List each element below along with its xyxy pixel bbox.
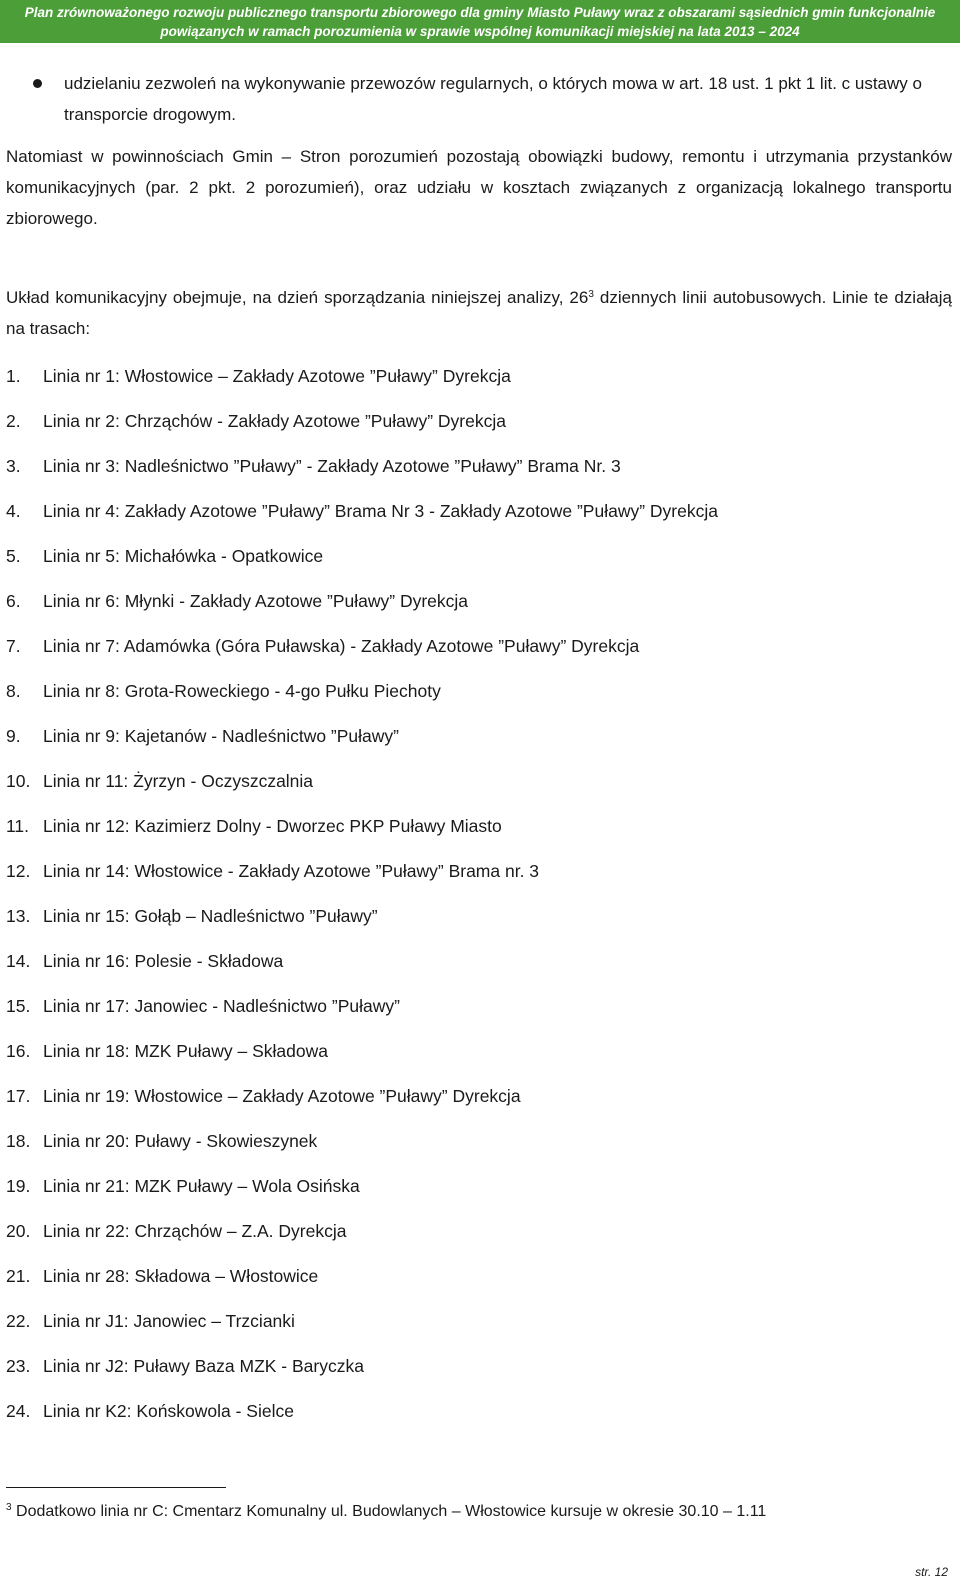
route-number: 11. (6, 816, 30, 836)
page-number: str. 12 (915, 1565, 948, 1579)
route-text: Linia nr 18: MZK Puławy – Składowa (43, 1041, 328, 1061)
route-text: Linia nr 12: Kazimierz Dolny - Dworzec PKP Puławy Miasto (43, 816, 502, 836)
route-text: Linia nr 9: Kajetanów - Nadleśnictwo ”Puławy” (43, 726, 399, 746)
route-number: 5. (6, 546, 21, 566)
list-item (6, 586, 952, 631)
route-list (6, 361, 952, 1441)
route-text: Linia nr 15: Gołąb – Nadleśnictwo ”Puławy” (43, 906, 378, 926)
list-item (6, 1351, 952, 1396)
footnote-divider (6, 1487, 226, 1488)
route-number: 3. (6, 456, 21, 476)
route-number: 15. (6, 996, 31, 1016)
list-item (6, 856, 952, 901)
route-number: 20. (6, 1221, 31, 1241)
document-body (6, 68, 952, 1441)
header-line-1: Plan zrównoważonego rozwoju publicznego transportu zbiorowego dla gminy Miasto Puławy wraz z obszarami sąsiednich gmin funkcjonalnie (24, 5, 936, 20)
route-number: 8. (6, 681, 21, 701)
list-item (6, 406, 952, 451)
route-number: 1. (6, 366, 21, 386)
route-text: Linia nr J2: Puławy Baza MZK - Baryczka (43, 1356, 364, 1376)
route-number: 9. (6, 726, 21, 746)
route-number: 10. (6, 771, 31, 791)
list-item (6, 676, 952, 721)
paragraph-routes-intro (6, 282, 952, 344)
route-text: Linia nr K2: Końskowola - Sielce (43, 1401, 294, 1421)
list-item (6, 361, 952, 406)
route-text: Linia nr 5: Michałówka - Opatkowice (43, 546, 324, 566)
header-line-2: powiązanych w ramach porozumienia w sprawie wspólnej komunikacji miejskiej na lata 2013 – 2024 (160, 24, 800, 39)
route-number: 6. (6, 591, 21, 611)
route-number: 7. (6, 636, 21, 656)
list-item (6, 1036, 952, 1081)
list-item (6, 901, 952, 946)
intro-text-end: dziennych linii autobusowych. Linie te działają na trasach: (6, 288, 952, 338)
list-item (6, 811, 952, 856)
route-number: 2. (6, 411, 21, 431)
list-item (6, 451, 952, 496)
route-text: Linia nr 14: Włostowice - Zakłady Azotowe ”Puławy” Brama nr. 3 (43, 861, 540, 881)
list-item (6, 946, 952, 991)
route-text: Linia nr 22: Chrząchów – Z.A. Dyrekcja (43, 1221, 347, 1241)
footnote-marker: 3 (6, 1502, 12, 1513)
route-text: Linia nr J1: Janowiec – Trzcianki (43, 1311, 295, 1331)
route-number: 12. (6, 861, 31, 881)
route-text: Linia nr 6: Młynki - Zakłady Azotowe ”Puławy” Dyrekcja (43, 591, 469, 611)
route-text: Linia nr 4: Zakłady Azotowe ”Puławy” Brama Nr 3 - Zakłady Azotowe ”Puławy” Dyrekcja (43, 501, 718, 521)
list-item (6, 766, 952, 811)
list-item (6, 1216, 952, 1261)
list-item (6, 496, 952, 541)
list-item (6, 1081, 952, 1126)
route-text: Linia nr 2: Chrząchów - Zakłady Azotowe ”Puławy” Dyrekcja (43, 411, 506, 431)
footnote-text: Dodatkowo linia nr C: Cmentarz Komunalny ul. Budowlanych – Włostowice kursuje w okresie 30.10 – 1.11 (11, 1503, 767, 1520)
route-text: Linia nr 16: Polesie - Składowa (43, 951, 284, 971)
route-text: Linia nr 28: Składowa – Włostowice (43, 1266, 319, 1286)
list-item (6, 991, 952, 1036)
route-number: 4. (6, 501, 21, 521)
footnote-ref: 3 (588, 289, 594, 300)
page-header (0, 0, 960, 43)
bullet-text: udzielaniu zezwoleń na wykonywanie przewozów regularnych, o których mowa w art. 18 ust. 1 pkt 1 lit. c ustawy o transporcie drogowym. (64, 74, 922, 124)
route-text: Linia nr 17: Janowiec - Nadleśnictwo ”Puławy” (43, 996, 400, 1016)
route-number: 17. (6, 1086, 31, 1106)
list-item (6, 1171, 952, 1216)
list-item (6, 721, 952, 766)
route-number: 19. (6, 1176, 31, 1196)
route-number: 22. (6, 1311, 31, 1331)
route-text: Linia nr 11: Żyrzyn - Oczyszczalnia (43, 771, 314, 791)
route-text: Linia nr 20: Puławy - Skowieszynek (43, 1131, 318, 1151)
route-number: 13. (6, 906, 31, 926)
list-item (6, 1306, 952, 1351)
paragraph-obligations: Natomiast w powinnościach Gmin – Stron porozumień pozostają obowiązki budowy, remontu i utrzymania przystanków komunikacyjnych (par. 2 pkt. 2 porozumień), oraz udziału w kosztach związanych z organizacją lokalnego transportu zbiorowego. (6, 147, 952, 228)
bullet-item (6, 68, 952, 130)
route-number: 21. (6, 1266, 31, 1286)
route-number: 16. (6, 1041, 31, 1061)
route-text: Linia nr 21: MZK Puławy – Wola Osińska (43, 1176, 360, 1196)
route-number: 14. (6, 951, 31, 971)
footnote (6, 1500, 766, 1524)
route-text: Linia nr 8: Grota-Roweckiego - 4-go Pułku Piechoty (43, 681, 441, 701)
route-text: Linia nr 3: Nadleśnictwo ”Puławy” - Zakłady Azotowe ”Puławy” Brama Nr. 3 (43, 456, 621, 476)
list-item (6, 541, 952, 586)
route-number: 23. (6, 1356, 31, 1376)
route-text: Linia nr 7: Adamówka (Góra Puławska) - Zakłady Azotowe ”Puławy” Dyrekcja (43, 636, 640, 656)
route-number: 18. (6, 1131, 31, 1151)
list-item (6, 1396, 952, 1441)
intro-text: Układ komunikacyjny obejmuje, na dzień sporządzania niniejszej analizy, 26 (6, 288, 589, 307)
route-text: Linia nr 19: Włostowice – Zakłady Azotowe ”Puławy” Dyrekcja (43, 1086, 521, 1106)
list-item (6, 1126, 952, 1171)
list-item (6, 1261, 952, 1306)
list-item (6, 631, 952, 676)
route-text: Linia nr 1: Włostowice – Zakłady Azotowe ”Puławy” Dyrekcja (43, 366, 511, 386)
bullet-dot-icon (33, 79, 42, 88)
route-number: 24. (6, 1401, 31, 1421)
